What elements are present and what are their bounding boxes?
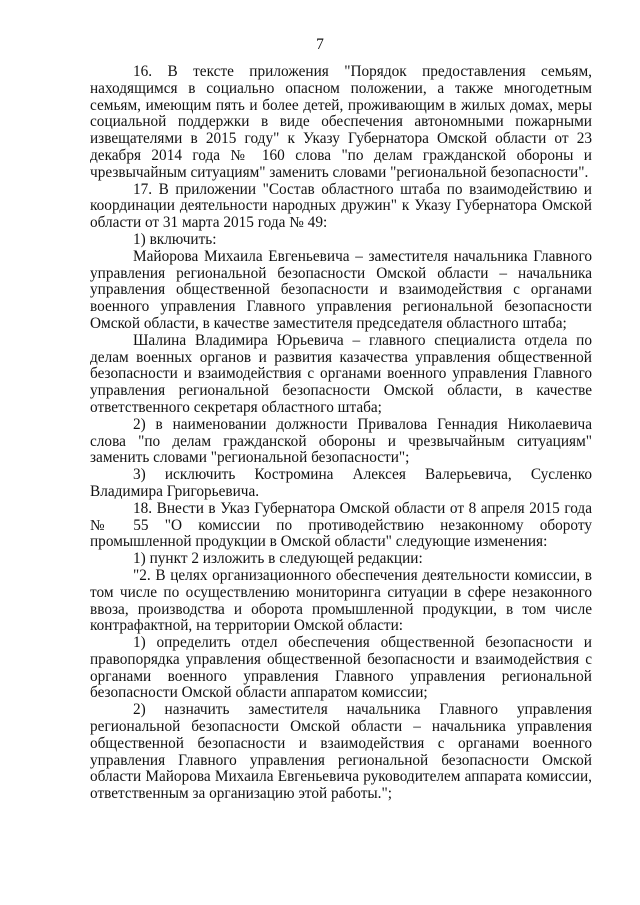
paragraph-18-clause-2-item-1: 1) определить отдел обеспечения общественной безопасности и правопорядка управления общественной безопасности и взаимодействия с органами военного управления Главного управления региональной безопасности Омской области аппаратом комиссии;	[90, 634, 592, 702]
paragraph-18-clause-2-item-2: 2) назначить заместителя начальника Главного управления региональной безопасности Омской области – начальника управления общественной безопасности и взаимодействия с органами военного управления Главного управления региональной безопасности Омской области Майорова Михаила Евгеньевича руководителем аппарата комиссии, ответственным за организацию этой работы.";	[90, 701, 592, 803]
paragraph-16: 16. В тексте приложения "Порядок предоставления семьям, находящимся в социально опасном положении, а также многодетным семьям, имеющим пять и более детей, проживающим в жилых домах, меры социальной поддержки в виде обеспечения автономными пожарными извещателями в 2015 году" к Указу Губернатора Омской области от 23 декабря 2014 года № 160 слова "по делам гражданской обороны и чрезвычайным ситуациям" заменить словами "региональной безопасности".	[90, 63, 592, 181]
paragraph-17-item-3: 3) исключить Костромина Алексея Валерьевича, Сусленко Владимира Григорьевича.	[90, 466, 592, 500]
paragraph-17-item-1: 1) включить:	[133, 230, 217, 248]
document-body	[90, 64, 592, 803]
paragraph-18-clause-2: "2. В целях организационного обеспечения деятельности комиссии, в том числе по осуществлению мониторинга ситуации в сфере незаконного ввоза, производства и оборота промышленной продукции, в том числе контрафактной, на территории Омской области:	[90, 566, 592, 635]
paragraph-17-mayorov: Майорова Михаила Евгеньевича – заместителя начальника Главного управления региональной безопасности Омской области – начальника управления общественной безопасности и взаимодействия с органами военного управления Главного управления региональной безопасности Омской области, в качестве заместителя председателя областного штаба;	[90, 247, 592, 332]
page-number: 7	[316, 36, 324, 53]
paragraph-18: 18. Внести в Указ Губернатора Омской области от 8 апреля 2015 года № 55 "О комиссии по противодействию незаконному обороту промышленной продукции в Омской области" следующие изменения:	[90, 499, 592, 551]
paragraph-17-shalin: Шалина Владимира Юрьевича – главного специалиста отдела по делам военных органов и развития казачества управления общественной безопасности и взаимодействия с органами военного управления Главного управления региональной безопасности Омской области, в качестве ответственного секретаря областного штаба;	[90, 331, 592, 416]
paragraph-17: 17. В приложении "Состав областного штаба по взаимодействию и координации деятельности народных дружин" к Указу Губернатора Омской области от 31 марта 2015 года № 49:	[90, 180, 592, 232]
paragraph-18-item-1: 1) пункт 2 изложить в следующей редакции:	[133, 550, 423, 568]
paragraph-17-item-2: 2) в наименовании должности Привалова Геннадия Николаевича слова "по делам гражданской обороны и чрезвычайным ситуациям" заменить словами "региональной безопасности";	[90, 415, 592, 467]
